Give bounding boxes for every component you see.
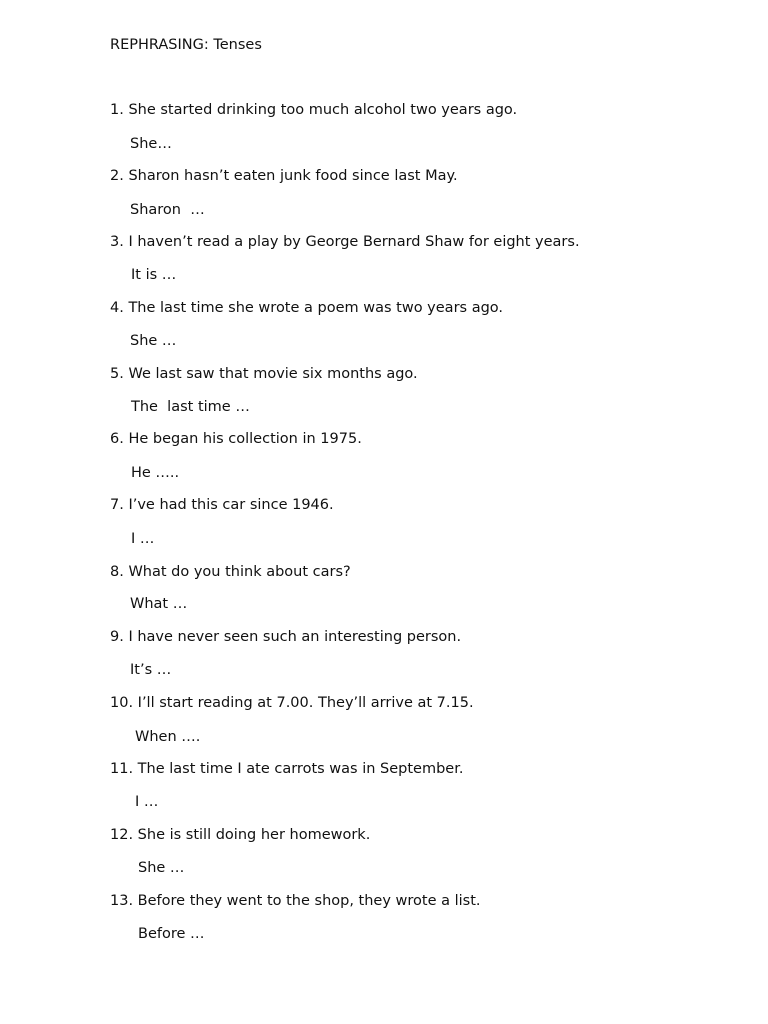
exercise-text: Sharon hasn’t eaten junk food since last May. [128,168,458,184]
exercise-sentence [110,299,503,317]
exercise-text: I’ve had this car since 1946. [128,497,334,513]
exercise-sentence [110,101,517,119]
exercise-text: I have never seen such an interesting person. [128,629,462,645]
exercise-sentence [110,563,351,581]
exercise-sentence [110,826,370,844]
exercise-sentence [110,496,334,514]
exercise-number: 4. [110,300,124,316]
exercise-number: 1. [110,102,124,118]
rephrase-prompt: Sharon … [130,202,205,218]
exercise-text: He began his collection in 1975. [128,431,362,447]
rephrase-prompt: The last time … [131,399,250,415]
rephrase-prompt: It’s … [130,662,172,678]
rephrase-prompt: He ….. [131,465,180,481]
exercise-number: 6. [110,431,124,447]
exercise-number: 11. [110,761,134,777]
rephrase-prompt: She … [130,333,177,349]
rephrase-prompt: She… [130,136,172,152]
exercise-sentence [110,892,481,910]
rephrase-prompt: What … [130,596,188,612]
exercise-number: 8. [110,564,124,580]
exercise-text: We last saw that movie six months ago. [128,366,418,382]
exercise-sentence [110,233,580,251]
rephrase-prompt: I … [135,794,159,810]
exercise-sentence [110,760,463,778]
exercise-text: The last time she wrote a poem was two years ago. [128,300,504,316]
rephrase-prompt: I … [131,531,155,547]
exercise-text: Before they went to the shop, they wrote a list. [137,893,481,909]
rephrase-prompt: When …. [135,729,201,745]
exercise-number: 13. [110,893,134,909]
exercise-sentence [110,628,461,646]
exercise-sentence [110,365,418,383]
exercise-number: 10. [110,695,134,711]
exercise-number: 9. [110,629,124,645]
exercise-number: 7. [110,497,124,513]
worksheet-title: REPHRASING: Tenses [110,37,262,53]
exercise-number: 2. [110,168,124,184]
exercise-sentence [110,430,362,448]
exercise-text: I haven’t read a play by George Bernard Shaw for eight years. [128,234,580,250]
rephrase-prompt: It is … [131,267,177,283]
exercise-text: What do you think about cars? [128,564,351,580]
exercise-text: She is still doing her homework. [137,827,371,843]
exercise-text: She started drinking too much alcohol two years ago. [128,102,518,118]
exercise-text: I’ll start reading at 7.00. They’ll arrive at 7.15. [137,695,474,711]
rephrase-prompt: She … [138,860,185,876]
exercise-text: The last time I ate carrots was in September. [137,761,464,777]
exercise-sentence [110,694,474,712]
exercise-number: 5. [110,366,124,382]
exercise-number: 12. [110,827,134,843]
exercise-sentence [110,167,458,185]
exercise-number: 3. [110,234,124,250]
rephrase-prompt: Before … [138,926,205,942]
